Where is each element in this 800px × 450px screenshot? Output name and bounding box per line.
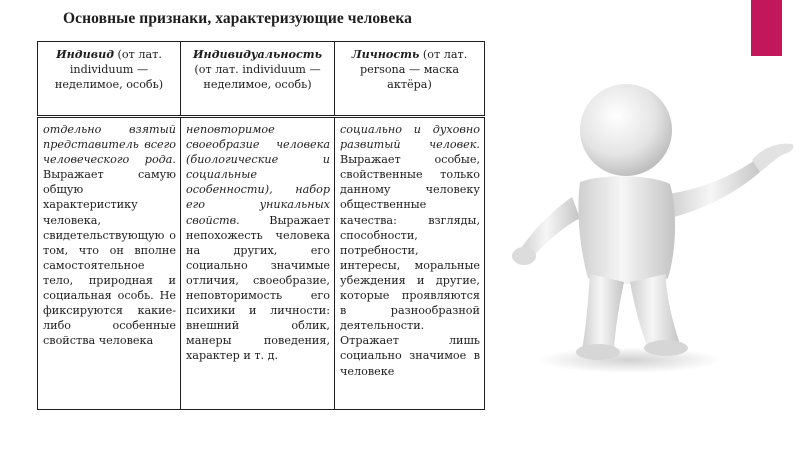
cell-definition: отдельно взятый представитель всего человеческого рода. xyxy=(43,123,176,167)
accent-bar xyxy=(751,0,782,56)
header-origin: (от лат. persona — маска актёра) xyxy=(359,48,468,92)
header-individualnost xyxy=(181,42,335,117)
header-term: Личность xyxy=(351,47,420,61)
cell-individ xyxy=(38,117,181,410)
cell-definition: социально и духовно развитый человек. xyxy=(340,123,480,152)
header-individ xyxy=(38,42,181,117)
person-presenting-icon xyxy=(510,82,800,382)
figure-person xyxy=(510,82,800,382)
traits-table xyxy=(37,41,485,410)
cell-description: Выражает особые, свойственные только данному человеку общественные качества: взгляды, способности, потребности, интересы, моральные убеждения и другие, которые проявляются в разнообразной деятельности. Отражает лишь социально значимое в человеке xyxy=(340,153,480,378)
header-lichnost xyxy=(335,42,485,117)
table-header-row xyxy=(38,42,485,117)
header-term: Индивид xyxy=(56,47,114,61)
header-origin: (от лат. individuum — неделимое, особь) xyxy=(54,48,164,92)
header-term: Индивидуальность xyxy=(192,47,323,61)
cell-description: Выражает самую общую характеристику человека, свидетельствующую о том, что он вполне самостоятельное тело, природная и социальная особь. Не фиксируются какие-либо особенные свойства человека xyxy=(43,168,176,348)
cell-definition: неповторимое своеобразие человека (биологические и социальные особенности), набор его уникальных свойств. xyxy=(186,123,330,227)
cell-lichnost xyxy=(335,117,485,410)
cell-description: Выражает непохожесть человека на других, его социально значимые отличия, своеобразие, неповторимость его психики и личности: внешний облик, манеры поведения, характер и т. д. xyxy=(186,213,330,363)
table-row xyxy=(38,117,485,410)
cell-individualnost xyxy=(181,117,335,410)
header-origin: (от лат. individuum — неделимое, особь) xyxy=(194,63,321,92)
page-title: Основные признаки, характеризующие человека xyxy=(63,10,412,27)
